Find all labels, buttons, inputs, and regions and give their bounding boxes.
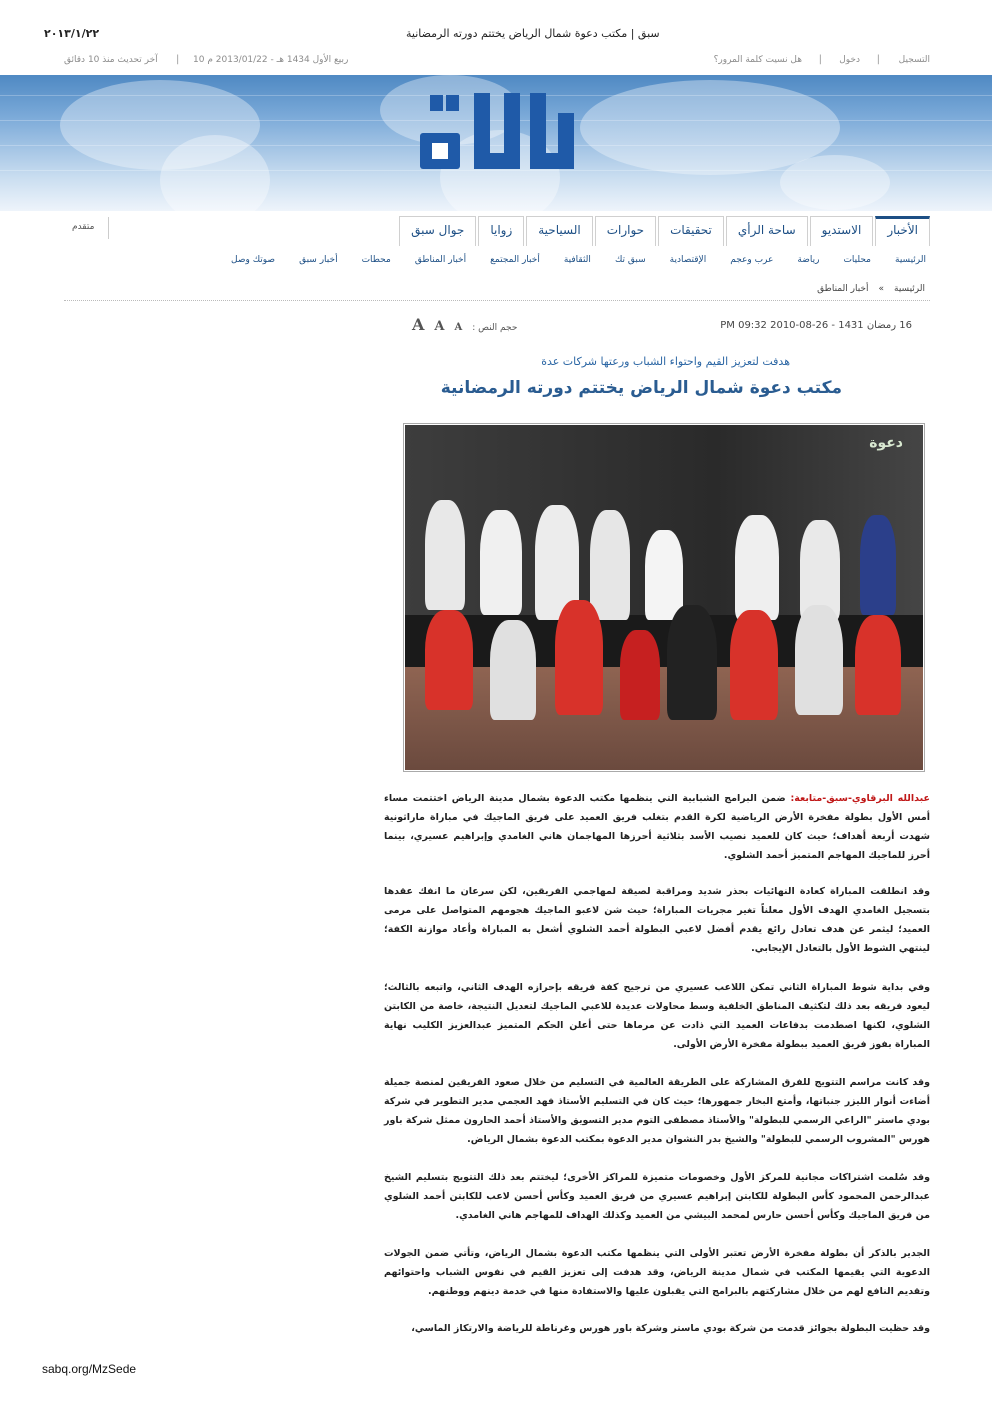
divider: | xyxy=(818,54,822,65)
forgot-password-link[interactable]: هل نسيت كلمة المرور؟ xyxy=(713,55,802,65)
breadcrumb-section[interactable]: أخبار المناطق xyxy=(817,284,869,294)
article-headline: مكتب دعوة شمال الرياض يختتم دورته الرمضانية xyxy=(440,378,842,398)
divider: | xyxy=(176,54,180,65)
article-paragraph: وقد انطلقت المباراة كعادة النهائيات بحذر شديد ومراقبة لصيقة لمهاجمي الفريقين، لكن سرعان ما انفك عقدها بتسجيل الغامدي الهدف الأول معلناً تغير مجريات المباراة؛ حيث شن لاعبو الماجيك هجومهم المتواصل على مرمى العميد؛ ليثمر عن هدف تعادل رائع يقدم أفضل لاعبي البطولة أحمد الشلوي أشعل به المباراة وأعاد موازنة الكفة؛ لينتهي الشوط الأول بالتعادل الإيجابي. xyxy=(384,886,930,954)
divider: | xyxy=(876,54,880,65)
subnav-culture[interactable]: الثقافية xyxy=(563,255,591,265)
subnav-your-voice[interactable]: صوتك وصل xyxy=(231,255,276,265)
tab-opinion[interactable]: ساحة الرأي xyxy=(726,216,808,246)
article-paragraph: وقد حظيت البطولة بجوائز قدمت من شركة بودي ماستر وشركة باور هورس وغرناطة للرياضة والارتكاز الماسي، xyxy=(411,1323,930,1334)
tab-tourism[interactable]: السياحية xyxy=(526,216,592,246)
font-size-controls xyxy=(412,315,517,334)
last-update: آخر تحديث منذ 10 دقائق xyxy=(64,55,158,65)
font-size-label: حجم النص : xyxy=(472,323,518,333)
print-date: ٢٠١٣/١/٢٢ xyxy=(44,27,100,40)
font-small-button[interactable]: A xyxy=(454,322,463,333)
article-paragraph: عبدالله البرقاوي-سبق-متابعة: ضمن البرامج الشبابية التي ينظمها مكتب الدعوة بشمال مدينة الرياض اختتمت مساء أمس الأول بطولة مفخرة الأرض الرياضية لكرة القدم بتغلب فريق العميد على فريق الماجيك في مباراة ماراثونية شهدت أربعة أهداف؛ حيث كان للعميد نصيب الأسد بثلاثية أحرزها المهاجمان هاني الغامدي وإبراهيم عسيري، بينما أحرز للماجيك المهاجم المتميز أحمد الشلوي. xyxy=(384,793,930,861)
font-large-button[interactable]: A xyxy=(412,315,425,334)
photo-banner-text: دعوة xyxy=(869,435,903,451)
tab-investigations[interactable]: تحقيقات xyxy=(658,216,724,246)
advanced-search-link[interactable]: متقدم xyxy=(72,222,95,232)
breadcrumb-separator: » xyxy=(878,284,884,294)
subnav-tech[interactable]: سبق تك xyxy=(614,255,646,265)
subnav-home[interactable]: الرئيسية xyxy=(895,255,926,265)
sabq-logo[interactable] xyxy=(418,87,576,179)
article-dateline: 16 رمضان 1431 - 26-08-2010 09:32 PM xyxy=(720,320,912,331)
article-author: عبدالله البرقاوي-سبق-متابعة: xyxy=(790,793,930,804)
date-info: 10 ربيع الأول 1434 هـ - 2013/01/22 م xyxy=(193,55,349,65)
login-link[interactable]: دخول xyxy=(839,55,860,65)
print-title: سبق | مكتب دعوة شمال الرياض يختتم دورته الرمضانية xyxy=(406,27,660,40)
subnav-society[interactable]: أخبار المجتمع xyxy=(490,255,540,265)
subnav-sabq-news[interactable]: أخبار سبق xyxy=(299,255,338,265)
subnav-sports[interactable]: رياضة xyxy=(797,255,820,265)
article-paragraph: الجدير بالذكر أن بطولة مفخرة الأرض تعتبر الأولى التي ينظمها مكتب الدعوة بشمال الرياض، وتأتي ضمن الجولات الدعوية التي يقيمها المكتب في شمال مدينة الرياض، وقد هدفت إلى تعزيز القيم في نفوس الشباب واحتوائهم وتقديم النافع لهم من خلال مشاركتهم بالبرامج التي يقبلون عليها والاستفادة منها في خدمة دينهم ووطنهم. xyxy=(384,1248,930,1297)
subnav-economy[interactable]: الإقتصادية xyxy=(669,255,707,265)
divider xyxy=(108,217,109,239)
divider xyxy=(64,300,930,301)
main-nav xyxy=(397,216,930,246)
tab-studio[interactable]: الاستديو xyxy=(810,216,874,246)
tab-mobile[interactable]: جوال سبق xyxy=(399,216,476,246)
subnav-regions[interactable]: أخبار المناطق xyxy=(414,255,467,265)
tab-interviews[interactable]: حوارات xyxy=(595,216,656,246)
subnav-local[interactable]: محليات xyxy=(843,255,871,265)
tab-columns[interactable]: زوايا xyxy=(478,216,524,246)
article-paragraph: وقد سُلمت اشتراكات مجانية للمركز الأول وخصومات متميزة للمراكز الأخرى؛ ليختتم بعد ذلك التتويج بتسليم الشيخ عبدالرحمن المحمود كأس البطولة للكابتن إبراهيم عسيري من فريق العميد وكأس أحسن لاعب للكابتن أحمد الشلوي من فريق الماجيك وكأس أحسن حارس لمحمد البيشي من العميد وكذلك الهداف للمهاجم هاني الغامدي. xyxy=(384,1172,930,1221)
subnav-stations[interactable]: محطات xyxy=(361,255,391,265)
article-paragraph: وقد كانت مراسم التتويج للفرق المشاركة على الطريقة العالمية في التسليم من خلال صعود الفريقين لمنصة جميلة أضاءت أنوار الليزر جنباتها، وأمتع البخار جمهورها؛ حيث كان في التسليم الأستاذ فهد العجمي مدير التطوير في شركة بودي ماستر "الراعي الرسمي للبطولة" والأستاذ مصطفى التوم مدير التسويق والأستاذ أحمد الحارون ممثل شركة باور هورس "المشروب الرسمي للبطولة" والشيخ بدر النشوان مدير الدعوة بمكتب الدعوة بشمال الرياض. xyxy=(384,1077,930,1145)
article-photo xyxy=(403,423,925,772)
breadcrumb-home[interactable]: الرئيسية xyxy=(894,284,925,294)
footer-url: sabq.org/MzSede xyxy=(42,1362,137,1376)
sub-nav xyxy=(231,255,926,265)
tab-news[interactable]: الأخبار xyxy=(875,216,930,246)
article-subtitle: هدفت لتعزيز القيم واحتواء الشباب ورعتها شركات عدة xyxy=(541,355,790,368)
font-medium-button[interactable]: A xyxy=(434,319,445,334)
breadcrumb xyxy=(812,284,930,294)
subnav-world[interactable]: عرب وعجم xyxy=(730,255,774,265)
article-paragraph: وفي بداية شوط المباراة الثاني تمكن اللاعب عسيري من ترجيح كفة فريقه بإحرازه الهدف الثاني، واتبعه بالثالث؛ ليعود فريقه بعد ذلك لتكثيف المناطق الخلفية وسط محاولات عديدة للاعبي الماجيك لتعديل النتيجة، خاصة من الكابتن الشلوي، لكنها اصطدمت بدفاعات العميد التي ذادت عن مرماها حتى أعلن الحكم المتميز عبدالعزيز الكليب نهاية المباراة بفوز فريق العميد ببطولة مفخرة الأرض الأولى. xyxy=(384,982,930,1050)
register-link[interactable]: التسجيل xyxy=(898,55,930,65)
